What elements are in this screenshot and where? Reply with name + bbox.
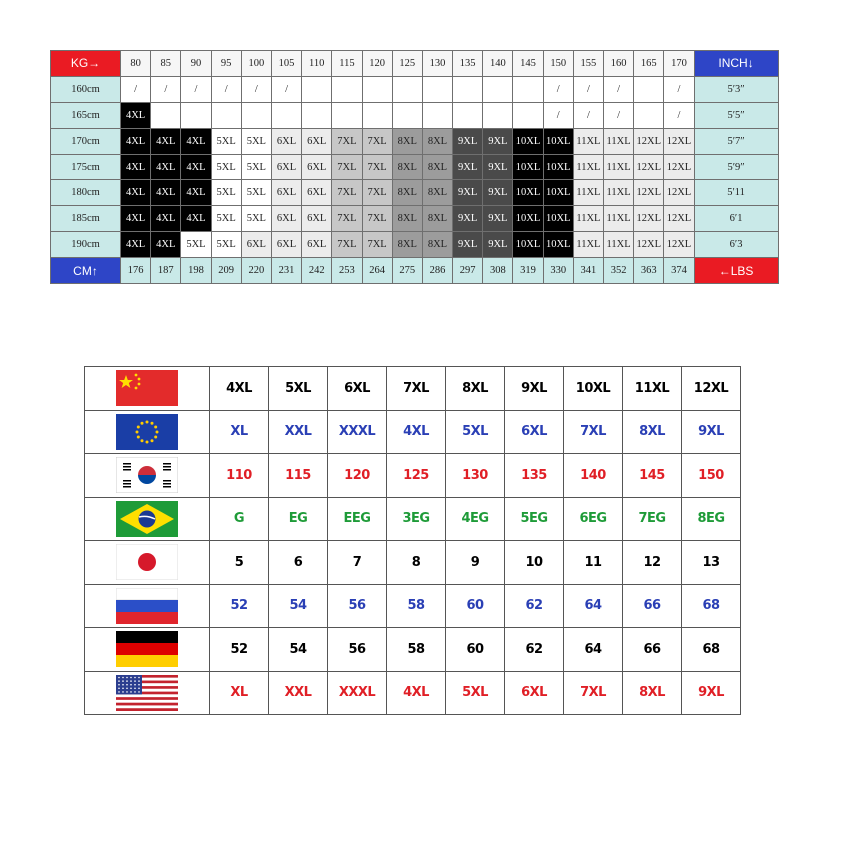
country-size-value: 5XL	[446, 671, 505, 715]
country-size-value: 150	[682, 454, 741, 498]
size-cell: 7XL	[332, 128, 362, 154]
size-cell: 6XL	[302, 180, 332, 206]
size-cell	[453, 76, 483, 102]
kg-value: 170	[664, 51, 694, 77]
country-size-value: 7	[328, 541, 387, 585]
size-cell: 9XL	[453, 232, 483, 258]
size-chart	[50, 50, 779, 284]
height-inch: 6′3	[694, 232, 778, 258]
country-size-value: 5EG	[505, 497, 564, 541]
kg-value: 125	[392, 51, 422, 77]
lbs-value: 275	[392, 258, 422, 284]
size-cell	[422, 76, 452, 102]
size-cell: 8XL	[392, 206, 422, 232]
size-cell	[483, 76, 513, 102]
size-cell: 11XL	[573, 154, 603, 180]
size-cell	[302, 76, 332, 102]
size-cell: 5XL	[211, 154, 241, 180]
lbs-value: 242	[302, 258, 332, 284]
size-cell	[634, 76, 664, 102]
country-size-value: 6XL	[505, 410, 564, 454]
country-size-value: 64	[564, 628, 623, 672]
country-size-value: 6EG	[564, 497, 623, 541]
country-size-value: 6XL	[328, 367, 387, 411]
kg-label: KG→	[51, 51, 121, 77]
size-cell: 5XL	[241, 128, 271, 154]
country-size-value: XXL	[269, 410, 328, 454]
size-cell: 11XL	[573, 206, 603, 232]
country-size-value: 60	[446, 628, 505, 672]
country-size-value: 10XL	[564, 367, 623, 411]
lbs-value: 319	[513, 258, 543, 284]
height-cm: 175cm	[51, 154, 121, 180]
country-size-value: 12	[623, 541, 682, 585]
country-size-value: 12XL	[682, 367, 741, 411]
size-cell: 8XL	[422, 128, 452, 154]
height-inch: 5′11	[694, 180, 778, 206]
size-cell	[483, 102, 513, 128]
size-cell: 9XL	[483, 180, 513, 206]
lbs-value: 231	[271, 258, 301, 284]
size-cell: 8XL	[422, 232, 452, 258]
size-cell	[634, 102, 664, 128]
size-cell	[392, 76, 422, 102]
country-size-value: XXXL	[328, 671, 387, 715]
size-cell	[332, 102, 362, 128]
size-cell: 9XL	[483, 154, 513, 180]
size-cell: 11XL	[604, 128, 634, 154]
lbs-value: 253	[332, 258, 362, 284]
kg-value: 80	[121, 51, 151, 77]
size-cell: 11XL	[604, 154, 634, 180]
size-cell: 7XL	[362, 154, 392, 180]
size-cell: 9XL	[453, 128, 483, 154]
country-size-value: 68	[682, 584, 741, 628]
size-cell: 12XL	[634, 206, 664, 232]
lbs-value: 198	[181, 258, 211, 284]
country-size-value: 52	[210, 628, 269, 672]
size-cell: 12XL	[634, 128, 664, 154]
country-size-value: G	[210, 497, 269, 541]
size-cell: 12XL	[664, 232, 694, 258]
lbs-value: 352	[604, 258, 634, 284]
lbs-value: 330	[543, 258, 573, 284]
country-size-value: 52	[210, 584, 269, 628]
size-cell: 4XL	[121, 102, 151, 128]
kg-value: 90	[181, 51, 211, 77]
size-cell: 9XL	[483, 128, 513, 154]
size-cell: 4XL	[151, 232, 181, 258]
size-cell: 9XL	[483, 232, 513, 258]
height-inch: 5′9″	[694, 154, 778, 180]
kg-value: 165	[634, 51, 664, 77]
brazil-flag-icon	[116, 511, 178, 526]
kg-value: 155	[573, 51, 603, 77]
country-size-value: 125	[387, 454, 446, 498]
size-cell: 6XL	[302, 206, 332, 232]
size-chart-row	[51, 232, 779, 258]
lbs-label: ←LBS	[694, 258, 778, 284]
size-cell: 4XL	[121, 180, 151, 206]
size-cell: 7XL	[332, 180, 362, 206]
flag-cell	[85, 671, 210, 715]
country-size-value: 62	[505, 584, 564, 628]
size-cell: 7XL	[332, 206, 362, 232]
country-size-value: 8XL	[623, 410, 682, 454]
country-size-value: 9	[446, 541, 505, 585]
usa-flag-icon	[116, 685, 178, 700]
size-cell: 10XL	[543, 154, 573, 180]
kg-value: 120	[362, 51, 392, 77]
size-cell	[302, 102, 332, 128]
size-cell: 5XL	[211, 232, 241, 258]
size-cell: 5XL	[241, 154, 271, 180]
country-size-value: 11XL	[623, 367, 682, 411]
size-cell: /	[151, 76, 181, 102]
size-cell: 6XL	[302, 232, 332, 258]
country-size-value: EEG	[328, 497, 387, 541]
country-size-value: 6XL	[505, 671, 564, 715]
size-cell: 4XL	[181, 206, 211, 232]
size-cell: 5XL	[211, 206, 241, 232]
size-cell: 11XL	[604, 232, 634, 258]
kg-value: 85	[151, 51, 181, 77]
size-cell	[453, 102, 483, 128]
country-row	[85, 628, 741, 672]
size-cell: 11XL	[604, 180, 634, 206]
height-cm: 165cm	[51, 102, 121, 128]
lbs-value: 308	[483, 258, 513, 284]
size-cell: 10XL	[513, 232, 543, 258]
size-cell: 4XL	[151, 206, 181, 232]
size-cell: 8XL	[422, 154, 452, 180]
size-cell: 8XL	[392, 232, 422, 258]
size-cell: 12XL	[664, 206, 694, 232]
country-size-value: 4XL	[387, 410, 446, 454]
lbs-value: 363	[634, 258, 664, 284]
lbs-value: 264	[362, 258, 392, 284]
country-size-value: 10	[505, 541, 564, 585]
country-row	[85, 497, 741, 541]
size-cell: 5XL	[181, 232, 211, 258]
eu-flag-icon	[116, 424, 178, 439]
size-cell: 10XL	[513, 180, 543, 206]
country-row	[85, 367, 741, 411]
size-cell: 12XL	[664, 154, 694, 180]
size-cell: 4XL	[121, 232, 151, 258]
size-cell	[332, 76, 362, 102]
size-cell: 4XL	[181, 180, 211, 206]
size-cell: 7XL	[362, 180, 392, 206]
size-cell: /	[604, 102, 634, 128]
size-chart-row	[51, 180, 779, 206]
lbs-value: 286	[422, 258, 452, 284]
flag-cell	[85, 628, 210, 672]
size-cell: 11XL	[573, 180, 603, 206]
size-cell: /	[664, 76, 694, 102]
size-chart-row	[51, 128, 779, 154]
size-cell	[181, 102, 211, 128]
lbs-value: 341	[573, 258, 603, 284]
size-chart-footer-row	[51, 258, 779, 284]
size-cell: /	[664, 102, 694, 128]
size-cell: 10XL	[513, 128, 543, 154]
kg-value: 140	[483, 51, 513, 77]
korea-flag-icon	[116, 468, 178, 483]
country-size-value: 8XL	[623, 671, 682, 715]
country-size-value: 11	[564, 541, 623, 585]
country-size-value: 135	[505, 454, 564, 498]
size-cell: 10XL	[543, 206, 573, 232]
size-cell: 9XL	[453, 206, 483, 232]
size-cell: /	[543, 76, 573, 102]
size-cell	[422, 102, 452, 128]
size-cell: 7XL	[362, 232, 392, 258]
kg-value: 135	[453, 51, 483, 77]
size-cell	[513, 102, 543, 128]
country-size-value: 5	[210, 541, 269, 585]
country-size-value: 4EG	[446, 497, 505, 541]
size-cell: 6XL	[271, 128, 301, 154]
country-size-value: 115	[269, 454, 328, 498]
flag-cell	[85, 497, 210, 541]
size-cell: 8XL	[392, 180, 422, 206]
flag-cell	[85, 454, 210, 498]
size-cell: 9XL	[453, 154, 483, 180]
size-cell: 10XL	[543, 128, 573, 154]
size-cell: 7XL	[362, 128, 392, 154]
height-inch: 5′7″	[694, 128, 778, 154]
kg-value: 110	[302, 51, 332, 77]
size-cell: 8XL	[422, 180, 452, 206]
country-size-value: 130	[446, 454, 505, 498]
country-size-value: 60	[446, 584, 505, 628]
size-cell: 4XL	[121, 154, 151, 180]
size-chart-row	[51, 154, 779, 180]
size-cell: 4XL	[121, 206, 151, 232]
kg-value: 130	[422, 51, 452, 77]
size-cell: /	[241, 76, 271, 102]
country-size-value: 68	[682, 628, 741, 672]
flag-cell	[85, 584, 210, 628]
size-cell: 11XL	[573, 128, 603, 154]
size-cell: 6XL	[302, 128, 332, 154]
country-size-value: EG	[269, 497, 328, 541]
country-size-value: 3EG	[387, 497, 446, 541]
country-size-value: 7XL	[564, 671, 623, 715]
country-size-value: 9XL	[505, 367, 564, 411]
size-chart-row	[51, 102, 779, 128]
size-cell: 8XL	[392, 154, 422, 180]
size-cell: 5XL	[241, 206, 271, 232]
size-cell	[151, 102, 181, 128]
size-cell: /	[181, 76, 211, 102]
country-size-value: 4XL	[387, 671, 446, 715]
size-cell: /	[604, 76, 634, 102]
country-size-value: 54	[269, 628, 328, 672]
flag-cell	[85, 541, 210, 585]
size-cell: 6XL	[302, 154, 332, 180]
size-cell: 12XL	[634, 232, 664, 258]
country-size-value: XXXL	[328, 410, 387, 454]
country-size-value: 110	[210, 454, 269, 498]
kg-value: 150	[543, 51, 573, 77]
size-cell: 4XL	[151, 154, 181, 180]
country-row	[85, 454, 741, 498]
country-size-value: 7XL	[564, 410, 623, 454]
country-size-value: 58	[387, 628, 446, 672]
size-cell	[362, 102, 392, 128]
country-row	[85, 541, 741, 585]
country-size-table	[84, 366, 741, 715]
size-cell: 12XL	[664, 180, 694, 206]
height-inch: 6′1	[694, 206, 778, 232]
size-cell: 4XL	[121, 128, 151, 154]
size-cell: 7XL	[332, 154, 362, 180]
country-size-value: XXL	[269, 671, 328, 715]
height-inch: 5′3″	[694, 76, 778, 102]
lbs-value: 187	[151, 258, 181, 284]
size-cell	[362, 76, 392, 102]
size-cell: /	[543, 102, 573, 128]
size-cell: /	[573, 76, 603, 102]
size-cell: 6XL	[271, 206, 301, 232]
size-chart-row	[51, 76, 779, 102]
inch-label: INCH↓	[694, 51, 778, 77]
flag-cell	[85, 367, 210, 411]
size-cell: 6XL	[241, 232, 271, 258]
size-chart-header-row	[51, 51, 779, 77]
kg-value: 115	[332, 51, 362, 77]
size-cell	[271, 102, 301, 128]
flag-cell	[85, 410, 210, 454]
size-cell: 9XL	[453, 180, 483, 206]
country-size-value: 9XL	[682, 410, 741, 454]
country-size-value: 56	[328, 628, 387, 672]
country-size-value: 8XL	[446, 367, 505, 411]
country-size-value: 120	[328, 454, 387, 498]
size-cell: /	[271, 76, 301, 102]
country-size-value: 8EG	[682, 497, 741, 541]
russia-flag-icon	[116, 598, 178, 613]
lbs-value: 297	[453, 258, 483, 284]
size-cell: 4XL	[181, 128, 211, 154]
kg-value: 160	[604, 51, 634, 77]
size-cell	[211, 102, 241, 128]
country-size-value: 66	[623, 628, 682, 672]
country-size-value: 64	[564, 584, 623, 628]
size-cell	[513, 76, 543, 102]
country-size-value: XL	[210, 410, 269, 454]
size-cell: 10XL	[543, 232, 573, 258]
country-size-value: 7EG	[623, 497, 682, 541]
size-cell: /	[573, 102, 603, 128]
height-cm: 180cm	[51, 180, 121, 206]
height-cm: 160cm	[51, 76, 121, 102]
size-cell: /	[211, 76, 241, 102]
country-row	[85, 410, 741, 454]
country-size-value: 62	[505, 628, 564, 672]
size-cell: 5XL	[241, 180, 271, 206]
size-cell: 4XL	[151, 128, 181, 154]
size-cell: 4XL	[181, 154, 211, 180]
country-size-value: 7XL	[387, 367, 446, 411]
size-chart-row	[51, 206, 779, 232]
size-cell: 9XL	[483, 206, 513, 232]
size-cell: 10XL	[513, 154, 543, 180]
size-cell: 12XL	[634, 180, 664, 206]
lbs-value: 220	[241, 258, 271, 284]
size-cell: 6XL	[271, 232, 301, 258]
country-row	[85, 671, 741, 715]
size-cell: 4XL	[151, 180, 181, 206]
size-cell: 10XL	[513, 206, 543, 232]
size-cell: 7XL	[362, 206, 392, 232]
height-cm: 185cm	[51, 206, 121, 232]
size-cell: 5XL	[211, 180, 241, 206]
kg-value: 145	[513, 51, 543, 77]
country-size-value: 5XL	[269, 367, 328, 411]
kg-value: 105	[271, 51, 301, 77]
size-cell: 5XL	[211, 128, 241, 154]
size-cell: 11XL	[573, 232, 603, 258]
country-row	[85, 584, 741, 628]
size-cell	[392, 102, 422, 128]
lbs-value: 176	[121, 258, 151, 284]
country-size-value: 140	[564, 454, 623, 498]
size-cell: 8XL	[392, 128, 422, 154]
country-size-value: 8	[387, 541, 446, 585]
country-size-value: 6	[269, 541, 328, 585]
germany-flag-icon	[116, 642, 178, 657]
country-size-value: 13	[682, 541, 741, 585]
height-cm: 170cm	[51, 128, 121, 154]
country-size-value: 145	[623, 454, 682, 498]
height-inch: 5′5″	[694, 102, 778, 128]
cm-label: CM↑	[51, 258, 121, 284]
japan-flag-icon	[116, 555, 178, 570]
country-size-value: 9XL	[682, 671, 741, 715]
size-cell: /	[121, 76, 151, 102]
country-size-value: XL	[210, 671, 269, 715]
size-cell: 6XL	[271, 180, 301, 206]
country-size-value: 54	[269, 584, 328, 628]
country-size-value: 5XL	[446, 410, 505, 454]
size-cell	[241, 102, 271, 128]
size-cell: 12XL	[664, 128, 694, 154]
lbs-value: 209	[211, 258, 241, 284]
size-cell: 10XL	[543, 180, 573, 206]
size-cell: 12XL	[634, 154, 664, 180]
size-cell: 11XL	[604, 206, 634, 232]
kg-value: 95	[211, 51, 241, 77]
country-size-value: 66	[623, 584, 682, 628]
size-cell: 8XL	[422, 206, 452, 232]
size-cell: 7XL	[332, 232, 362, 258]
country-size-value: 56	[328, 584, 387, 628]
china-flag-icon	[116, 381, 178, 396]
size-cell: 6XL	[271, 154, 301, 180]
country-size-value: 4XL	[210, 367, 269, 411]
kg-value: 100	[241, 51, 271, 77]
height-cm: 190cm	[51, 232, 121, 258]
lbs-value: 374	[664, 258, 694, 284]
country-size-value: 58	[387, 584, 446, 628]
